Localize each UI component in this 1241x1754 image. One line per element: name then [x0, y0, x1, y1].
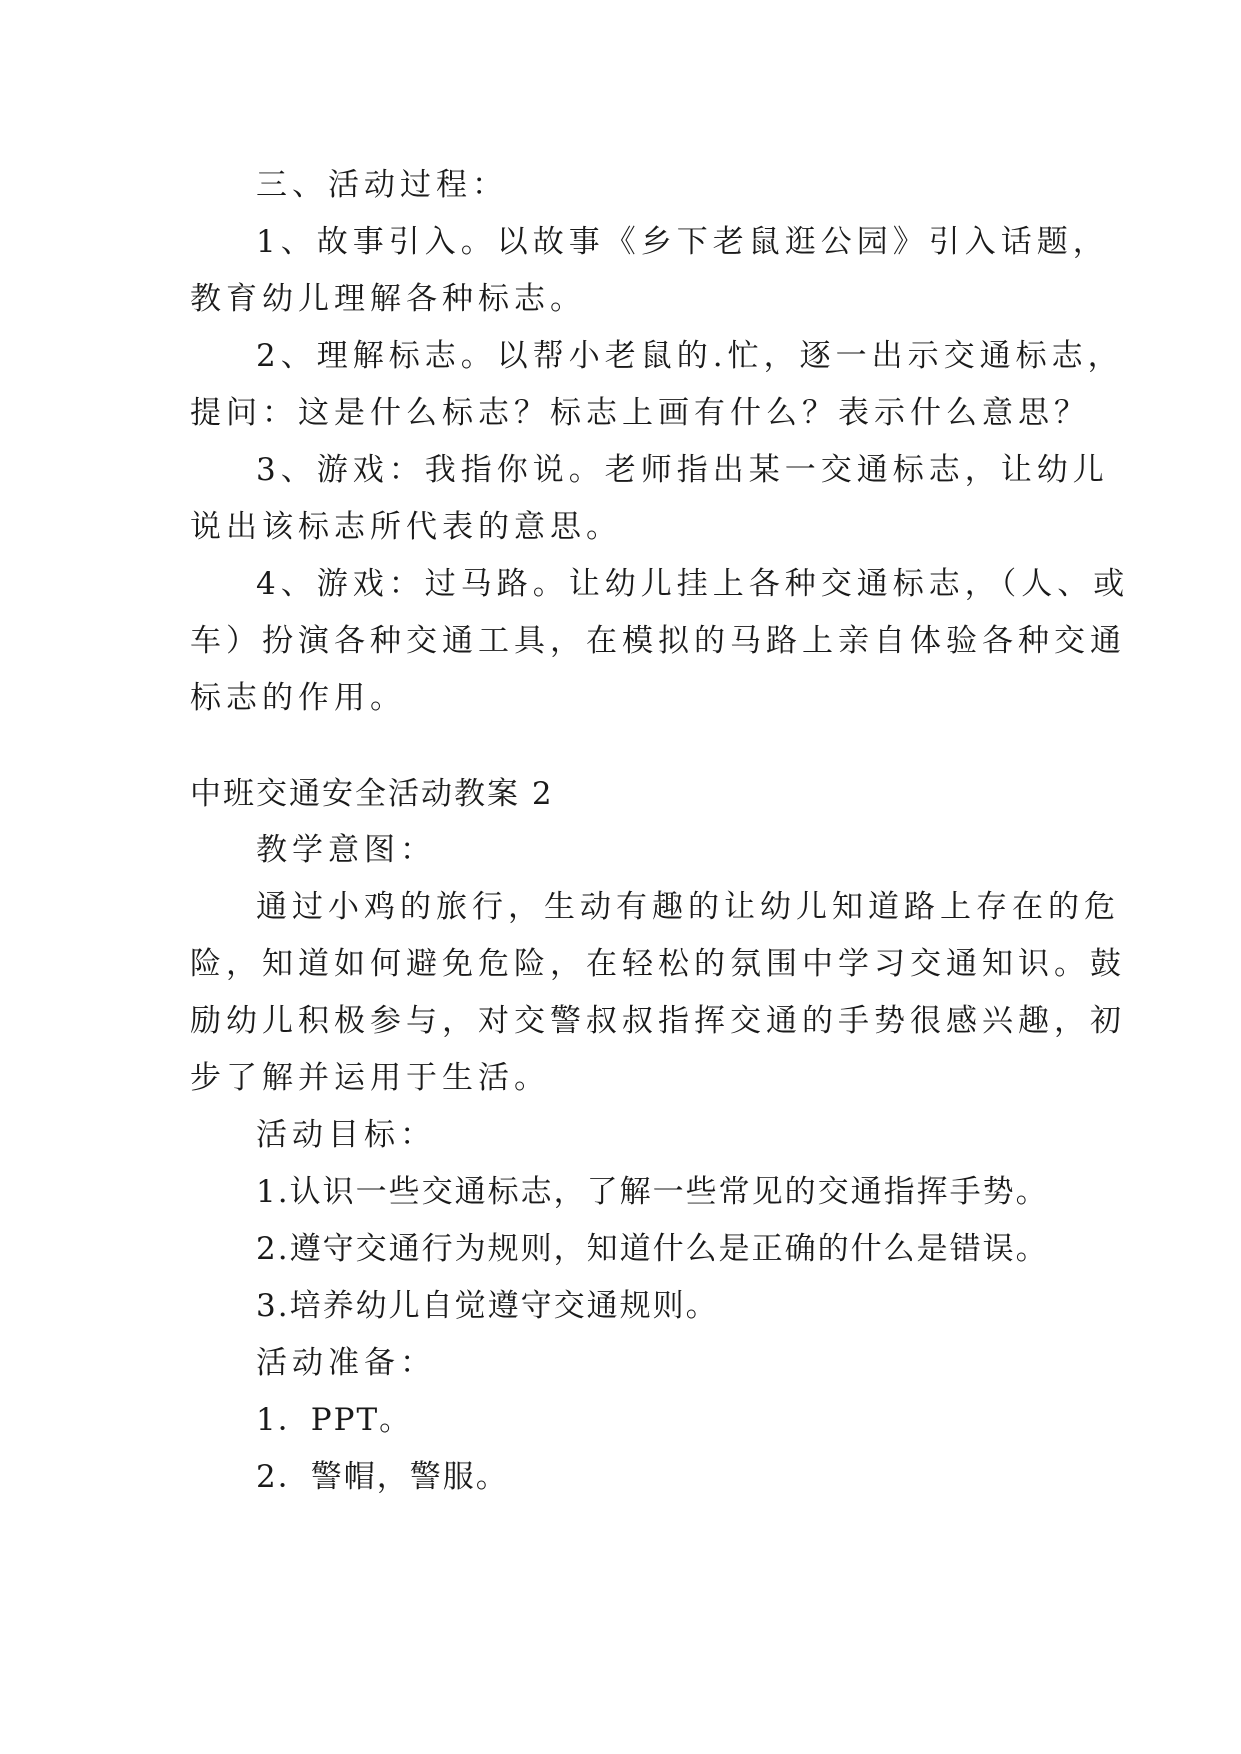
paragraph-line: 车）扮演各种交通工具，在模拟的马路上亲自体验各种交通 [190, 623, 1126, 659]
paragraph-line: 说出该标志所代表的意思。 [190, 509, 622, 545]
list-item: 3.培养幼儿自觉遵守交通规则。 [256, 1288, 719, 1324]
paragraph-line: 3、游戏：我指你说。老师指出某一交通标志，让幼儿 [256, 452, 1109, 488]
paragraph-line: 险，知道如何避免危险，在轻松的氛围中学习交通知识。鼓 [190, 946, 1126, 982]
paragraph-line: 励幼儿积极参与，对交警叔叔指挥交通的手势很感兴趣，初 [190, 1003, 1126, 1039]
paragraph-line: 1、故事引入。以故事《乡下老鼠逛公园》引入话题， [256, 224, 1109, 260]
list-item: 1．PPT。 [256, 1402, 413, 1438]
section-heading-process: 三、活动过程： [256, 167, 508, 203]
list-item: 1.认识一些交通标志，了解一些常见的交通指挥手势。 [256, 1174, 1049, 1210]
paragraph-line: 2、理解标志。以帮小老鼠的.忙，逐一出示交通标志， [256, 338, 1124, 374]
paragraph-line: 提问：这是什么标志？标志上画有什么？表示什么意思？ [190, 395, 1090, 431]
paragraph-line: 通过小鸡的旅行，生动有趣的让幼儿知道路上存在的危 [256, 889, 1120, 925]
paragraph-line: 4、游戏：过马路。让幼儿挂上各种交通标志，（人、或 [256, 566, 1130, 602]
section-heading-preparation: 活动准备： [256, 1345, 436, 1381]
paragraph-line: 教育幼儿理解各种标志。 [190, 281, 586, 317]
list-item: 2．警帽，警服。 [256, 1459, 509, 1495]
paragraph-line: 步了解并运用于生活。 [190, 1060, 550, 1096]
list-item: 2.遵守交通行为规则，知道什么是正确的什么是错误。 [256, 1231, 1049, 1267]
section-heading-goals: 活动目标： [256, 1117, 436, 1153]
section-heading-intent: 教学意图： [256, 832, 436, 868]
document-title: 中班交通安全活动教案 2 [190, 776, 554, 812]
paragraph-line: 标志的作用。 [190, 680, 406, 716]
